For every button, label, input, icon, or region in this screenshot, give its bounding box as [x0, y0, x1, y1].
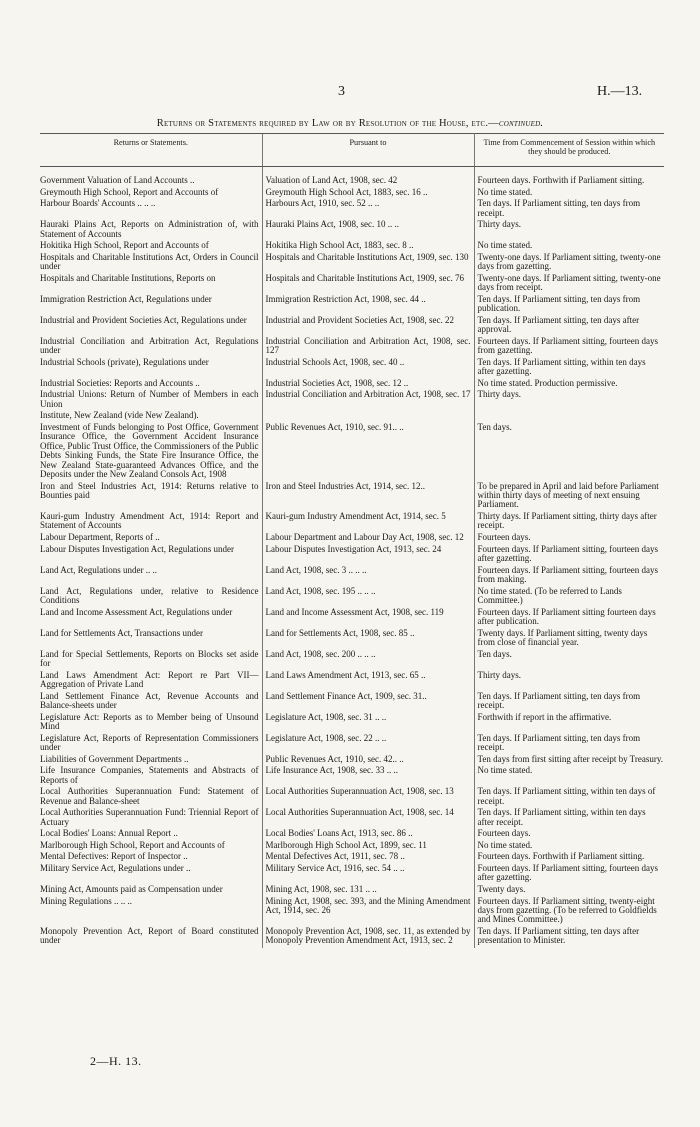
- cell-time: Twenty days. If Parliament sitting, twenty days from close of financial year.: [477, 627, 648, 647]
- cell-pursuant: Land Settlement Finance Act, 1909, sec. 31..: [262, 692, 474, 713]
- cell-pursuant: Hokitika High School Act, 1883, sec. 8 ..: [262, 241, 474, 253]
- cell-return: Military Service Act, Regulations under ..: [40, 862, 191, 873]
- page-number: 3: [338, 84, 345, 99]
- cell-pursuant: Local Bodies' Loans Act, 1913, sec. 86 ..: [262, 829, 474, 841]
- cell-return: Iron and Steel Industries Act, 1914: Returns relative to Bounties paid: [40, 480, 259, 500]
- cell-return: Labour Department, Reports of ..: [40, 532, 160, 542]
- cell-time: Fourteen days. Forthwith if Parliament sitting.: [477, 851, 645, 862]
- table-row: [40, 566, 664, 587]
- table-row: [40, 274, 664, 295]
- cell-return: Land for Special Settlements, Reports on Blocks set aside for: [40, 648, 259, 668]
- cell-pursuant: Industrial and Provident Societies Act, 1908, sec. 22: [262, 316, 474, 337]
- cell-time: Ten days. If Parliament sitting, ten days after presentation to Minister.: [477, 925, 640, 946]
- cell-pursuant: Industrial Conciliation and Arbitration Act, 1908, sec. 17: [262, 390, 474, 411]
- caption-main: Returns or Statements required by Law or by Resolution of the House, etc.—: [156, 118, 499, 129]
- cell-time: Ten days. If Parliament sitting, within ten days of receipt.: [477, 786, 656, 806]
- cell-time: Fourteen days. If Parliament sitting, fourteen days from making.: [477, 564, 658, 584]
- table-row: [40, 608, 664, 629]
- footer-signature: 2—H. 13.: [90, 1054, 142, 1068]
- cell-time: Ten days from first sitting after receipt by Treasury.: [477, 753, 663, 764]
- cell-pursuant: Legislature Act, 1908, sec. 31 .. ..: [262, 713, 474, 734]
- cell-pursuant: Local Authorities Superannuation Act, 1908, sec. 14: [262, 808, 474, 829]
- table-row: [40, 927, 664, 948]
- cell-return: Institute, New Zealand (vide New Zealand).: [40, 410, 199, 421]
- cell-return: Industrial Societies: Reports and Accounts ..: [40, 377, 200, 388]
- cell-time: Ten days.: [477, 421, 512, 432]
- cell-pursuant: Legislature Act, 1908, sec. 22 .. ..: [262, 734, 474, 755]
- table-row: [40, 482, 664, 512]
- table-row: [40, 512, 664, 533]
- cell-return: Hokitika High School, Report and Accounts of: [40, 240, 209, 251]
- cell-return: Hauraki Plains Act, Reports on Administration of, with Statement of Accounts: [40, 219, 259, 239]
- cell-return: Land Laws Amendment Act: Report re Part VII—Aggregation of Private Land: [40, 669, 259, 689]
- cell-pursuant: Mental Defectives Act, 1911, sec. 78 ..: [262, 852, 474, 864]
- table-row: [40, 897, 664, 927]
- cell-time: Ten days. If Parliament sitting, within ten days after gazetting.: [477, 356, 646, 377]
- cell-pursuant: Iron and Steel Industries Act, 1914, sec. 12..: [262, 482, 474, 512]
- table-row: [40, 390, 664, 411]
- cell-pursuant: Mining Act, 1908, sec. 393, and the Mining Amendment Act, 1914, sec. 26: [262, 897, 474, 927]
- cell-time: Twenty days.: [477, 883, 526, 894]
- cell-return: Land Act, Regulations under .. ..: [40, 564, 157, 575]
- cell-time: No time stated. Production permissive.: [477, 377, 618, 388]
- table-row: [40, 766, 664, 787]
- cell-time: Thirty days.: [477, 669, 521, 680]
- table-row: [40, 295, 664, 316]
- table-row: [40, 545, 664, 566]
- caption-continued: continued.: [498, 118, 544, 129]
- cell-pursuant: Public Revenues Act, 1910, sec. 42.. ..: [262, 755, 474, 767]
- cell-pursuant: Industrial Societies Act, 1908, sec. 12 ..: [262, 379, 474, 391]
- cell-pursuant: Kauri-gum Industry Amendment Act, 1914, sec. 5: [262, 512, 474, 533]
- cell-time: Fourteen days. If Parliament sitting, twenty-eight days from gazetting. (To be referred to Goldfields and Mines Committee.): [477, 895, 657, 925]
- cell-pursuant: Labour Disputes Investigation Act, 1913, sec. 24: [262, 545, 474, 566]
- cell-pursuant: Hospitals and Charitable Institutions Act, 1909, sec. 130: [262, 253, 474, 274]
- cell-time: Ten days. If Parliament sitting, ten days from receipt.: [477, 732, 641, 752]
- cell-return: Industrial Unions: Return of Number of Members in each Union: [40, 389, 259, 409]
- table-row: [40, 220, 664, 241]
- cell-time: Thirty days.: [477, 219, 521, 230]
- column-header-time: Time from Commencement of Session within which they should be produced.: [474, 134, 664, 167]
- table-row: [40, 253, 664, 274]
- cell-pursuant: Labour Department and Labour Day Act, 1908, sec. 12: [262, 533, 474, 545]
- cell-time: No time stated.: [477, 240, 533, 251]
- cell-return: Local Bodies' Loans: Annual Report ..: [40, 828, 178, 839]
- table-row: [40, 671, 664, 692]
- cell-return: Monopoly Prevention Act, Report of Board constituted under: [40, 925, 259, 946]
- cell-time: Fourteen days. Forthwith if Parliament sitting.: [477, 175, 645, 185]
- cell-return: Land and Income Assessment Act, Regulations under: [40, 606, 233, 617]
- cell-pursuant: Land for Settlements Act, 1908, sec. 85 ..: [262, 629, 474, 650]
- cell-return: Mining Regulations .. .. ..: [40, 895, 132, 906]
- table-row: [40, 629, 664, 650]
- table-row: [40, 316, 664, 337]
- table-header-row: [40, 134, 664, 167]
- table-row: [40, 358, 664, 379]
- column-header-pursuant: Pursuant to: [262, 134, 474, 167]
- table-row: [40, 423, 664, 482]
- cell-time: Twenty-one days. If Parliament sitting, twenty-one days from gazetting.: [477, 251, 661, 272]
- cell-return: Mental Defectives: Report of Inspector ..: [40, 851, 188, 862]
- table-row: [40, 167, 664, 188]
- returns-table: [40, 133, 664, 948]
- cell-pursuant: Local Authorities Superannuation Act, 1908, sec. 13: [262, 787, 474, 808]
- table-row: [40, 199, 664, 220]
- cell-return: Kauri-gum Industry Amendment Act, 1914: Report and Statement of Accounts: [40, 511, 259, 531]
- table-row: [40, 337, 664, 358]
- cell-time: Ten days. If Parliament sitting, ten days from publication.: [477, 293, 641, 314]
- cell-time: Ten days.: [477, 648, 512, 659]
- cell-time: No time stated. (To be referred to Lands Committee.): [477, 585, 622, 605]
- cell-pursuant: Valuation of Land Act, 1908, sec. 42: [262, 167, 474, 188]
- cell-pursuant: Industrial Conciliation and Arbitration Act, 1908, sec. 127: [262, 337, 474, 358]
- cell-time: Ten days. If Parliament sitting, ten days after approval.: [477, 314, 640, 335]
- cell-pursuant: Land Act, 1908, sec. 200 .. .. ..: [262, 650, 474, 671]
- table-body: [40, 167, 664, 948]
- cell-return: Immigration Restriction Act, Regulations under: [40, 293, 212, 304]
- cell-return: Land Act, Regulations under, relative to Residence Conditions: [40, 585, 259, 605]
- cell-pursuant: Immigration Restriction Act, 1908, sec. 44 ..: [262, 295, 474, 316]
- cell-time: No time stated.: [477, 839, 533, 850]
- table-row: [40, 587, 664, 608]
- cell-pursuant: Industrial Schools Act, 1908, sec. 40 ..: [262, 358, 474, 379]
- table-row: [40, 533, 664, 545]
- cell-return: Hospitals and Charitable Institutions Act, Orders in Council under: [40, 251, 259, 272]
- cell-return: Liabilities of Government Departments ..: [40, 753, 189, 764]
- cell-return: Hospitals and Charitable Institutions, Reports on: [40, 272, 216, 283]
- cell-pursuant: Public Revenues Act, 1910, sec. 91.. ..: [262, 423, 474, 482]
- cell-pursuant: Land Act, 1908, sec. 195 .. .. ..: [262, 587, 474, 608]
- cell-time: To be prepared in April and laid before Parliament within thirty days of meeting of next ensuing Parliament.: [477, 480, 659, 510]
- cell-pursuant: Hauraki Plains Act, 1908, sec. 10 .. ..: [262, 220, 474, 241]
- cell-pursuant: Greymouth High School Act, 1883, sec. 16 ..: [262, 188, 474, 200]
- cell-return: Land for Settlements Act, Transactions under: [40, 627, 203, 638]
- cell-return: Local Authorities Superannuation Fund: Statement of Revenue and Balance-sheet: [40, 786, 259, 806]
- cell-return: Government Valuation of Land Accounts ..: [40, 175, 195, 185]
- cell-return: Industrial Schools (private), Regulations under: [40, 356, 209, 367]
- cell-pursuant: Marlborough High School Act, 1899, sec. 11: [262, 841, 474, 853]
- cell-pursuant: Harbours Act, 1910, sec. 52 .. ..: [262, 199, 474, 220]
- cell-return: Local Authorities Superannuation Fund: Triennial Report of Actuary: [40, 807, 259, 827]
- table-row: [40, 692, 664, 713]
- cell-time: Fourteen days. If Parliament sitting, fourteen days after gazetting.: [477, 862, 658, 883]
- table-row: [40, 787, 664, 808]
- cell-pursuant: Land Act, 1908, sec. 3 .. .. ..: [262, 566, 474, 587]
- table-row: [40, 650, 664, 671]
- cell-return: Legislature Act, Reports of Representation Commissioners under: [40, 732, 259, 752]
- document-code: H.—13.: [597, 84, 643, 99]
- table-row: [40, 885, 664, 897]
- returns-table-wrapper: [40, 133, 664, 948]
- cell-return: Greymouth High School, Report and Accounts of: [40, 186, 219, 197]
- table-row: [40, 734, 664, 755]
- cell-time: No time stated.: [477, 765, 533, 776]
- cell-return: Industrial and Provident Societies Act, Regulations under: [40, 314, 247, 325]
- table-caption: [0, 118, 700, 129]
- cell-time: Twenty-one days. If Parliament sitting, twenty-one days from receipt.: [477, 272, 661, 293]
- table-row: [40, 808, 664, 829]
- cell-pursuant: Land and Income Assessment Act, 1908, sec. 119: [262, 608, 474, 629]
- table-row: [40, 864, 664, 885]
- cell-return: Industrial Conciliation and Arbitration Act, Regulations under: [40, 335, 259, 356]
- cell-return: Labour Disputes Investigation Act, Regulations under: [40, 543, 234, 554]
- cell-time: Fourteen days.: [477, 532, 531, 542]
- cell-time: Fourteen days.: [477, 828, 531, 839]
- cell-time: Thirty days. If Parliament sitting, thirty days after receipt.: [477, 511, 657, 531]
- cell-return: Life Insurance Companies, Statements and Abstracts of Reports of: [40, 765, 259, 785]
- cell-pursuant: Monopoly Prevention Act, 1908, sec. 11, as extended by Monopoly Prevention Amendment Act, 1913, sec. 2: [262, 927, 474, 948]
- cell-pursuant: Military Service Act, 1916, sec. 54 .. ..: [262, 864, 474, 885]
- cell-time: Ten days. If Parliament sitting, within ten days after receipt.: [477, 807, 646, 827]
- cell-return: Harbour Boards' Accounts .. .. ..: [40, 198, 156, 209]
- cell-pursuant: Life Insurance Act, 1908, sec. 33 .. ..: [262, 766, 474, 787]
- cell-time: Forthwith if report in the affirmative.: [477, 711, 612, 722]
- cell-time: Fourteen days. If Parliament sitting, fourteen days from gazetting.: [477, 335, 658, 356]
- cell-pursuant: Mining Act, 1908, sec. 131 .. ..: [262, 885, 474, 897]
- cell-time: Thirty days.: [477, 389, 521, 400]
- cell-return: Land Settlement Finance Act, Revenue Accounts and Balance-sheets under: [40, 690, 259, 710]
- cell-return: Legislature Act: Reports as to Member being of Unsound Mind: [40, 711, 259, 731]
- table-row: [40, 713, 664, 734]
- cell-time: Fourteen days. If Parliament sitting, fourteen days after gazetting.: [477, 543, 658, 563]
- cell-return: Marlborough High School, Report and Accounts of: [40, 839, 225, 850]
- cell-pursuant: Land Laws Amendment Act, 1913, sec. 65 ..: [262, 671, 474, 692]
- cell-return: Mining Act, Amounts paid as Compensation under: [40, 883, 223, 894]
- cell-return: Investment of Funds belonging to Post Office, Government Insurance Office, the Government Accident Insurance Office, Public Trust Office, the Commissioners of the Public Debts Sinking Funds, the State Fire Insurance Office, the New Zealand State-guaranteed Advances Office, and the Deposits under the New Zealand Consols Act, 1908: [40, 421, 259, 479]
- column-header-returns: Returns or Statements.: [40, 134, 262, 167]
- cell-time: Ten days. If Parliament sitting, ten days from receipt.: [477, 198, 641, 218]
- cell-time: Fourteen days. If Parliament sitting fourteen days after publication.: [477, 606, 656, 626]
- cell-pursuant: Hospitals and Charitable Institutions Act, 1909, sec. 76: [262, 274, 474, 295]
- cell-time: No time stated.: [477, 186, 533, 197]
- cell-time: Ten days. If Parliament sitting, ten days from receipt.: [477, 690, 641, 710]
